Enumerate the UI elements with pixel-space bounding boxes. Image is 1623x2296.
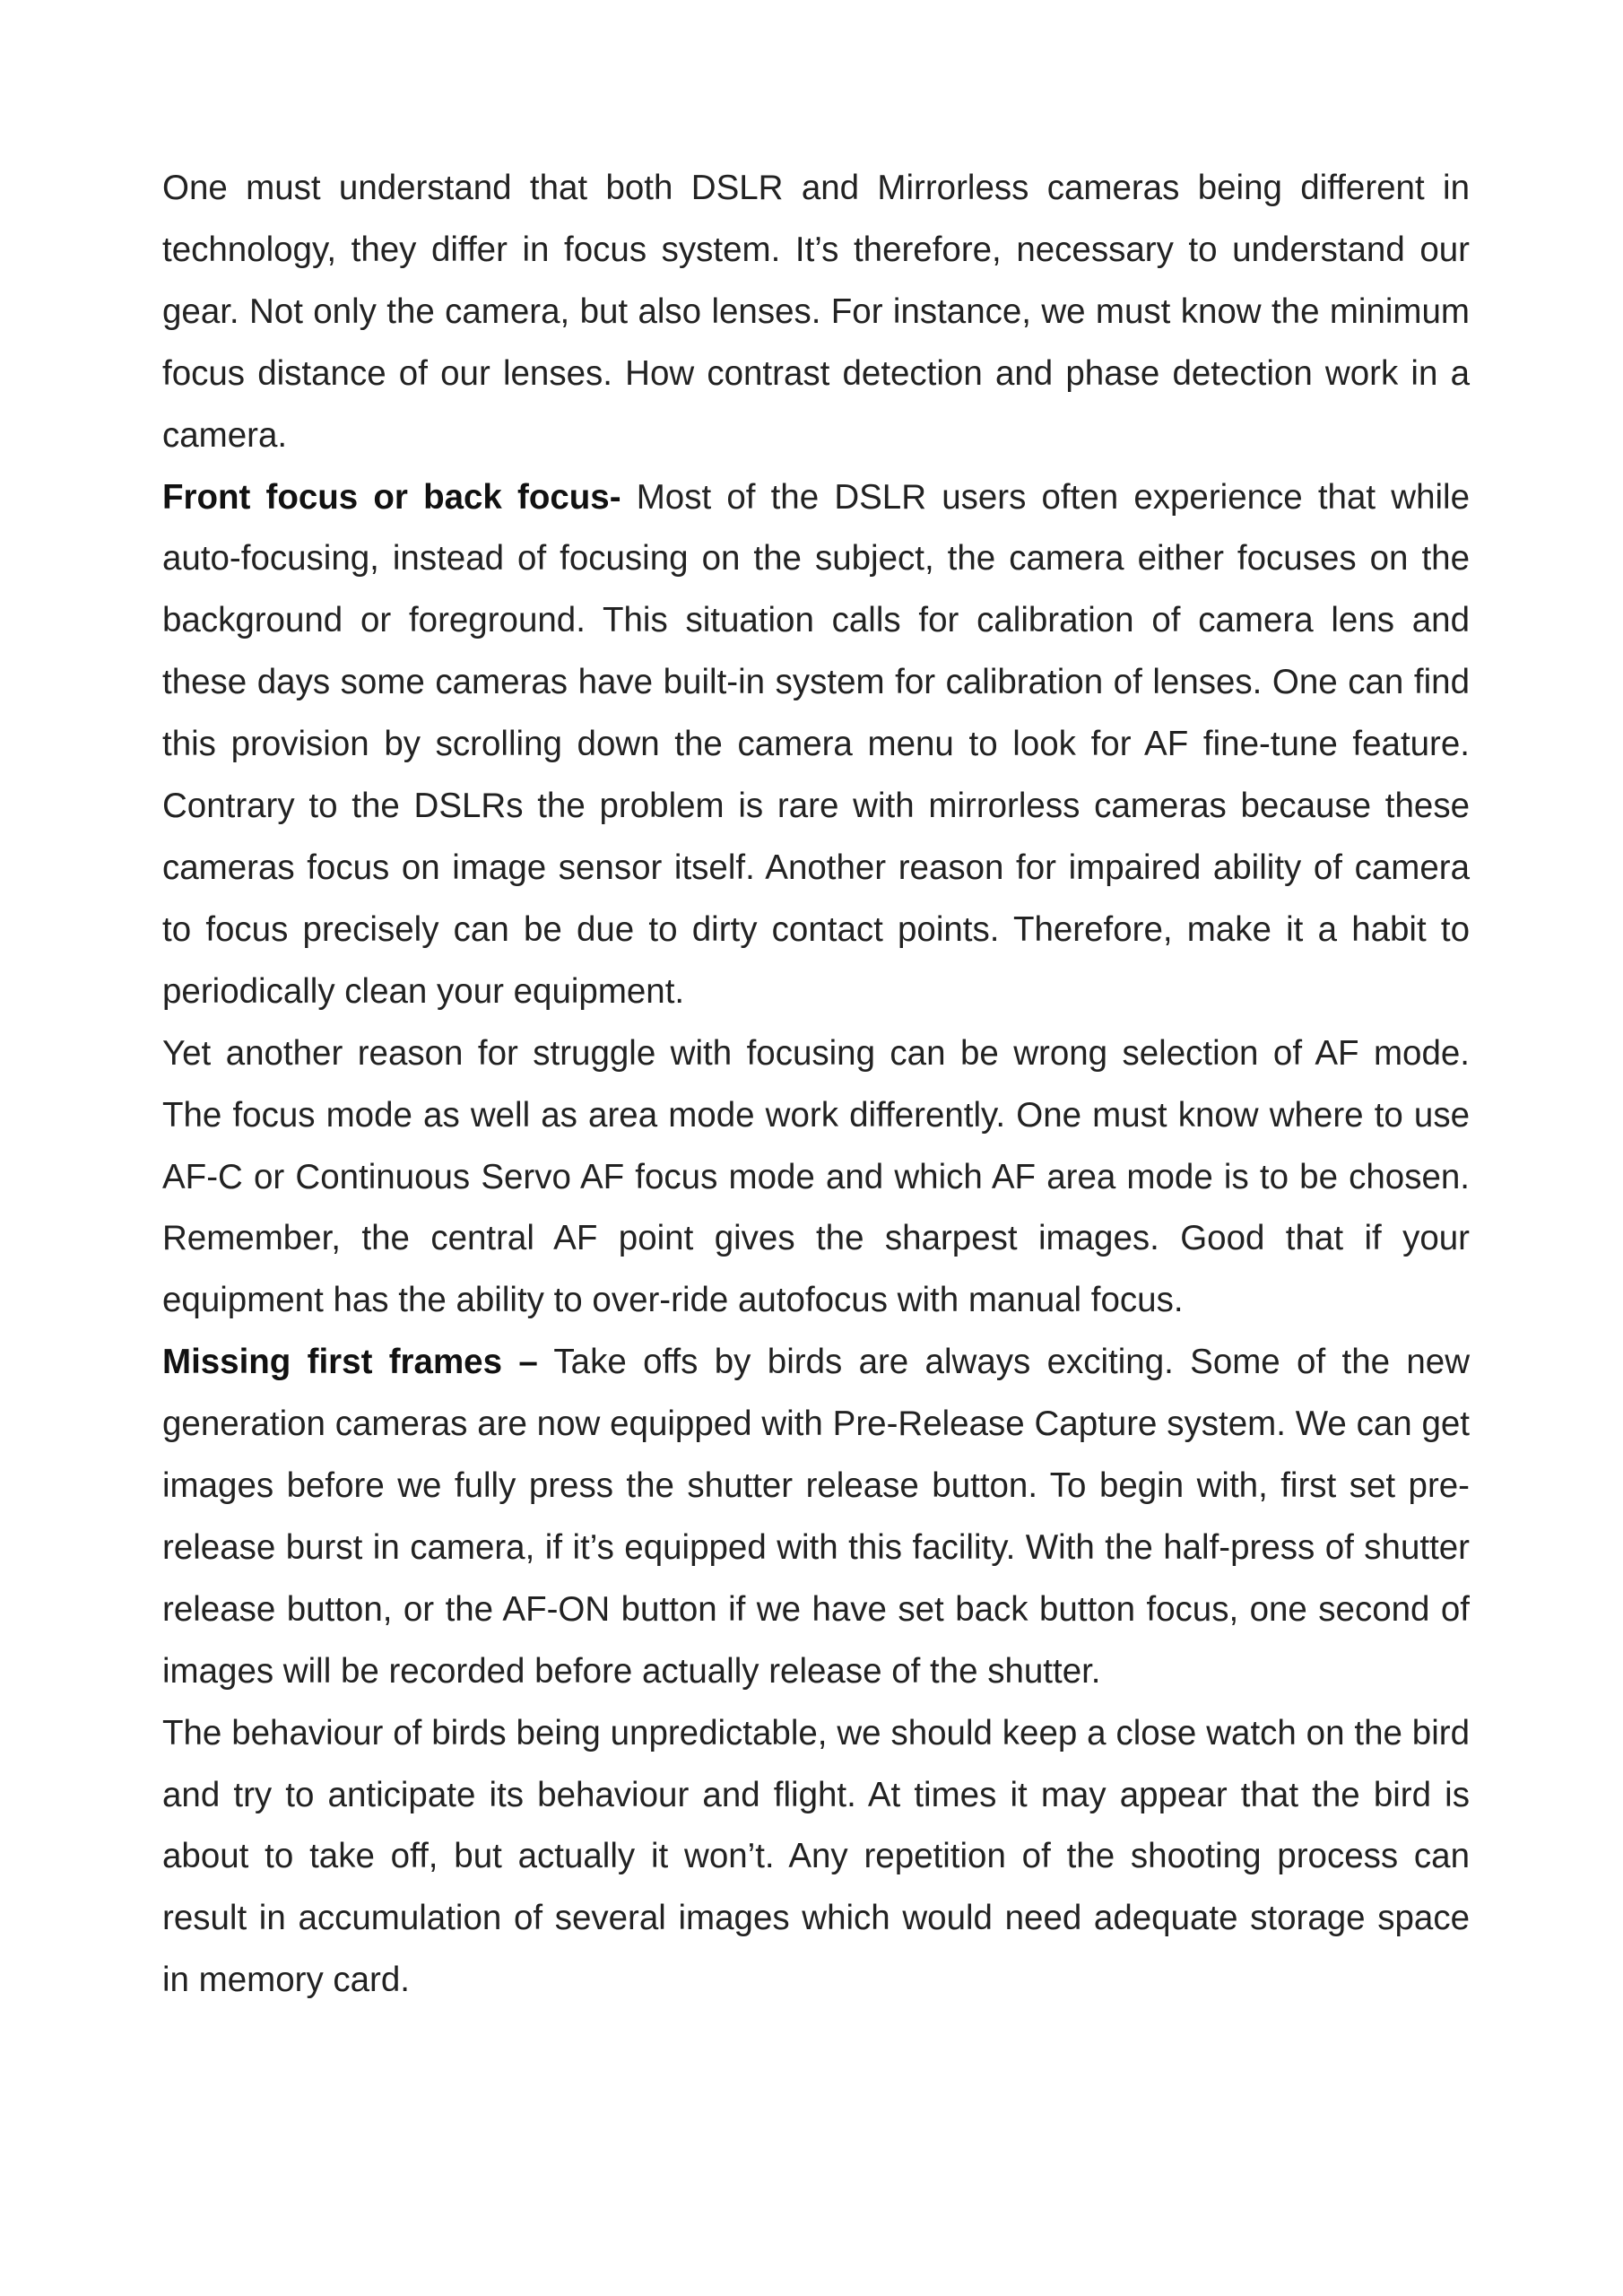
paragraph-bird-behaviour [162,1703,1470,2013]
paragraph-text: Take offs by birds are always exciting. Some of the new generation cameras are now equipped with Pre-Release Capture system. We can get images before we fully press the shutter release button. To begin with, first set pre-release burst in camera, if it’s equipped with this facility. With the half-press of shutter release button, or the AF-ON button if we have set back button focus, one second of images will be recorded before actually release of the shutter. [162,1343,1470,1691]
paragraph-text: The behaviour of birds being unpredictable, we should keep a close watch on the bird and try to anticipate its behaviour and flight. At times it may appear that the bird is about to take off, but actually it won’t. Any repetition of the shooting process can result in accumulation of several images which would need adequate storage space in memory card. [162,1713,1470,2000]
section-lead-front-focus: Front focus or back focus- [162,477,621,517]
section-lead-missing-frames: Missing first frames – [162,1343,538,1382]
paragraph-focus-systems [162,158,1470,467]
paragraph-text: Yet another reason for struggle with focusing can be wrong selection of AF mode. The focus mode as well as area mode work differently. One must know where to use AF-C or Continuous Servo AF focus mode and which AF area mode is to be chosen. Remember, the central AF point gives the sharpest images. Good that if your equipment has the ability to over-ride autofocus with manual focus. [162,1033,1470,1320]
paragraph-front-back-focus [162,467,1470,1023]
paragraph-missing-first-frames [162,1332,1470,1702]
paragraph-text: One must understand that both DSLR and Mirrorless cameras being different in technology, they differ in focus system. It’s therefore, necessary to understand our gear. Not only the camera, but also lenses. For instance, we must know the minimum focus distance of our lenses. How contrast detection and phase detection work in a camera. [162,169,1470,455]
paragraph-text: Most of the DSLR users often experience that while auto-focusing, instead of focusing on the subject, the camera either focuses on the background or foreground. This situation calls for calibration of camera lens and these days some cameras have built-in system for calibration of lenses. One can find this provision by scrolling down the camera menu to look for AF fine-tune feature. Contrary to the DSLRs the problem is rare with mirrorless cameras because these cameras focus on image sensor itself. Another reason for impaired ability of camera to focus precisely can be due to dirty contact points. Therefore, make it a habit to periodically clean your equipment. [162,477,1470,1011]
document-page [162,158,1470,2012]
paragraph-af-mode [162,1023,1470,1333]
